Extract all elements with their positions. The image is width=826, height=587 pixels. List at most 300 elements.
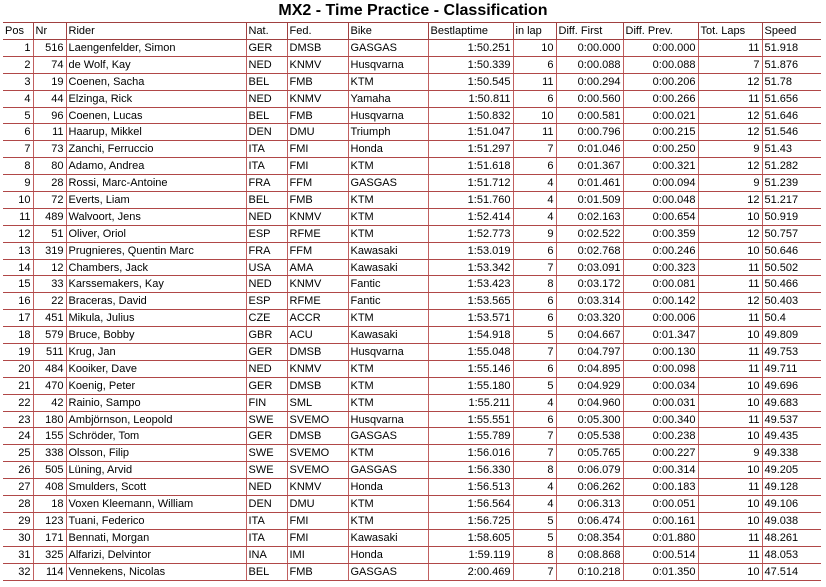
cell-speed: 49.711 [762, 360, 821, 377]
cell-rider: Alfarizi, Delvintor [66, 546, 246, 563]
column-header-bestlaptime: Bestlaptime [428, 23, 513, 40]
table-row [3, 141, 821, 158]
cell-nat: NED [246, 208, 287, 225]
cell-speed: 49.128 [762, 479, 821, 496]
cell-diff-prev: 0:00.094 [623, 175, 698, 192]
cell-nr: 72 [33, 192, 66, 209]
cell-diff-prev: 0:00.130 [623, 344, 698, 361]
cell-bike: KTM [348, 445, 428, 462]
cell-nr: 114 [33, 563, 66, 580]
cell-diff-prev: 0:01.880 [623, 529, 698, 546]
table-row [3, 225, 821, 242]
cell-speed: 48.053 [762, 546, 821, 563]
cell-tot-laps: 10 [698, 327, 762, 344]
cell-fed: SVEMO [287, 462, 348, 479]
cell-pos: 27 [3, 479, 33, 496]
cell-speed: 50.403 [762, 293, 821, 310]
cell-in-lap: 8 [513, 276, 556, 293]
cell-in-lap: 7 [513, 428, 556, 445]
cell-nr: 511 [33, 344, 66, 361]
cell-nr: 73 [33, 141, 66, 158]
cell-speed: 49.038 [762, 512, 821, 529]
cell-bike: Kawasaki [348, 529, 428, 546]
cell-bike: Honda [348, 141, 428, 158]
cell-nat: GER [246, 344, 287, 361]
cell-pos: 24 [3, 428, 33, 445]
table-row [3, 327, 821, 344]
cell-nat: SWE [246, 411, 287, 428]
cell-in-lap: 6 [513, 242, 556, 259]
cell-bestlaptime: 1:55.048 [428, 344, 513, 361]
cell-diff-first: 0:04.929 [556, 377, 623, 394]
cell-rider: Coenen, Sacha [66, 73, 246, 90]
column-header-in-lap: in lap [513, 23, 556, 40]
cell-rider: Kooiker, Dave [66, 360, 246, 377]
cell-fed: FMB [287, 192, 348, 209]
cell-fed: ACCR [287, 310, 348, 327]
cell-fed: SML [287, 394, 348, 411]
cell-tot-laps: 12 [698, 124, 762, 141]
cell-bike: Husqvarna [348, 107, 428, 124]
cell-diff-prev: 0:00.266 [623, 90, 698, 107]
cell-tot-laps: 11 [698, 310, 762, 327]
cell-tot-laps: 10 [698, 394, 762, 411]
cell-nat: ITA [246, 529, 287, 546]
cell-bike: KTM [348, 208, 428, 225]
cell-bike: GASGAS [348, 462, 428, 479]
cell-nr: 484 [33, 360, 66, 377]
cell-in-lap: 4 [513, 394, 556, 411]
cell-bestlaptime: 1:52.773 [428, 225, 513, 242]
cell-rider: Prugnieres, Quentin Marc [66, 242, 246, 259]
cell-diff-prev: 0:00.227 [623, 445, 698, 462]
cell-nat: NED [246, 56, 287, 73]
cell-diff-prev: 0:00.206 [623, 73, 698, 90]
column-header-bike: Bike [348, 23, 428, 40]
cell-bike: Honda [348, 479, 428, 496]
cell-diff-prev: 0:01.347 [623, 327, 698, 344]
cell-bestlaptime: 1:53.571 [428, 310, 513, 327]
cell-fed: FMI [287, 141, 348, 158]
cell-diff-first: 0:04.895 [556, 360, 623, 377]
cell-tot-laps: 11 [698, 546, 762, 563]
cell-tot-laps: 11 [698, 411, 762, 428]
column-header-pos: Pos [3, 23, 33, 40]
cell-rider: Coenen, Lucas [66, 107, 246, 124]
cell-nr: 33 [33, 276, 66, 293]
cell-pos: 25 [3, 445, 33, 462]
cell-in-lap: 7 [513, 563, 556, 580]
cell-fed: SVEMO [287, 445, 348, 462]
cell-diff-prev: 0:00.000 [623, 40, 698, 57]
cell-speed: 51.546 [762, 124, 821, 141]
cell-nat: INA [246, 546, 287, 563]
cell-rider: Rossi, Marc-Antoine [66, 175, 246, 192]
cell-diff-first: 0:03.314 [556, 293, 623, 310]
cell-fed: FMB [287, 107, 348, 124]
cell-in-lap: 6 [513, 90, 556, 107]
cell-diff-first: 0:04.797 [556, 344, 623, 361]
cell-nr: 96 [33, 107, 66, 124]
cell-speed: 50.919 [762, 208, 821, 225]
cell-in-lap: 8 [513, 546, 556, 563]
cell-diff-prev: 0:00.314 [623, 462, 698, 479]
table-row [3, 310, 821, 327]
cell-nat: FIN [246, 394, 287, 411]
cell-nr: 74 [33, 56, 66, 73]
cell-diff-first: 0:05.538 [556, 428, 623, 445]
cell-bestlaptime: 1:51.712 [428, 175, 513, 192]
cell-nr: 42 [33, 394, 66, 411]
cell-diff-first: 0:00.581 [556, 107, 623, 124]
cell-diff-prev: 0:00.246 [623, 242, 698, 259]
cell-diff-first: 0:00.088 [556, 56, 623, 73]
table-row [3, 90, 821, 107]
cell-diff-first: 0:02.163 [556, 208, 623, 225]
cell-bestlaptime: 1:52.414 [428, 208, 513, 225]
cell-tot-laps: 10 [698, 242, 762, 259]
cell-pos: 32 [3, 563, 33, 580]
cell-diff-first: 0:02.768 [556, 242, 623, 259]
cell-bestlaptime: 1:58.605 [428, 529, 513, 546]
cell-fed: KNMV [287, 208, 348, 225]
cell-tot-laps: 12 [698, 192, 762, 209]
cell-bike: KTM [348, 158, 428, 175]
cell-bike: KTM [348, 377, 428, 394]
cell-tot-laps: 9 [698, 445, 762, 462]
cell-fed: RFME [287, 293, 348, 310]
cell-speed: 49.753 [762, 344, 821, 361]
cell-nr: 171 [33, 529, 66, 546]
cell-speed: 50.757 [762, 225, 821, 242]
cell-diff-first: 0:06.262 [556, 479, 623, 496]
cell-fed: FFM [287, 175, 348, 192]
cell-diff-prev: 0:00.021 [623, 107, 698, 124]
cell-rider: Smulders, Scott [66, 479, 246, 496]
cell-speed: 49.205 [762, 462, 821, 479]
cell-pos: 4 [3, 90, 33, 107]
cell-nat: NED [246, 360, 287, 377]
cell-tot-laps: 10 [698, 563, 762, 580]
cell-nat: ITA [246, 158, 287, 175]
cell-diff-first: 0:08.868 [556, 546, 623, 563]
cell-bike: GASGAS [348, 175, 428, 192]
cell-diff-prev: 0:00.250 [623, 141, 698, 158]
cell-nr: 12 [33, 259, 66, 276]
cell-bike: Kawasaki [348, 327, 428, 344]
cell-pos: 9 [3, 175, 33, 192]
cell-in-lap: 6 [513, 411, 556, 428]
cell-diff-prev: 0:00.161 [623, 512, 698, 529]
cell-tot-laps: 12 [698, 293, 762, 310]
cell-tot-laps: 11 [698, 360, 762, 377]
cell-tot-laps: 9 [698, 141, 762, 158]
cell-bestlaptime: 1:56.513 [428, 479, 513, 496]
cell-bike: GASGAS [348, 428, 428, 445]
cell-bike: Yamaha [348, 90, 428, 107]
cell-diff-first: 0:04.667 [556, 327, 623, 344]
cell-nat: SWE [246, 462, 287, 479]
cell-nat: BEL [246, 73, 287, 90]
cell-in-lap: 11 [513, 73, 556, 90]
cell-rider: Zanchi, Ferruccio [66, 141, 246, 158]
cell-tot-laps: 11 [698, 40, 762, 57]
table-row [3, 479, 821, 496]
cell-in-lap: 4 [513, 208, 556, 225]
cell-fed: DMSB [287, 40, 348, 57]
cell-speed: 51.239 [762, 175, 821, 192]
cell-tot-laps: 10 [698, 428, 762, 445]
cell-pos: 28 [3, 496, 33, 513]
cell-speed: 49.809 [762, 327, 821, 344]
cell-nr: 505 [33, 462, 66, 479]
cell-nr: 155 [33, 428, 66, 445]
table-row [3, 242, 821, 259]
cell-bike: Husqvarna [348, 411, 428, 428]
cell-in-lap: 7 [513, 344, 556, 361]
cell-nr: 22 [33, 293, 66, 310]
table-row [3, 40, 821, 57]
cell-nat: GBR [246, 327, 287, 344]
cell-nat: ITA [246, 141, 287, 158]
cell-bike: KTM [348, 192, 428, 209]
cell-diff-prev: 0:00.514 [623, 546, 698, 563]
table-row [3, 529, 821, 546]
cell-rider: Elzinga, Rick [66, 90, 246, 107]
column-header-nat: Nat. [246, 23, 287, 40]
cell-bestlaptime: 1:53.019 [428, 242, 513, 259]
cell-nat: ESP [246, 225, 287, 242]
classification-table [3, 22, 821, 581]
table-row [3, 344, 821, 361]
cell-fed: ACU [287, 327, 348, 344]
cell-diff-first: 0:03.172 [556, 276, 623, 293]
cell-pos: 21 [3, 377, 33, 394]
cell-tot-laps: 10 [698, 377, 762, 394]
cell-diff-prev: 0:00.088 [623, 56, 698, 73]
cell-nat: NED [246, 479, 287, 496]
cell-fed: DMSB [287, 428, 348, 445]
cell-bestlaptime: 1:53.565 [428, 293, 513, 310]
cell-tot-laps: 9 [698, 175, 762, 192]
cell-rider: Laengenfelder, Simon [66, 40, 246, 57]
table-row [3, 107, 821, 124]
cell-bestlaptime: 1:53.423 [428, 276, 513, 293]
cell-bike: Triumph [348, 124, 428, 141]
cell-tot-laps: 11 [698, 344, 762, 361]
cell-bike: KTM [348, 496, 428, 513]
cell-in-lap: 5 [513, 377, 556, 394]
cell-diff-prev: 0:00.051 [623, 496, 698, 513]
cell-tot-laps: 10 [698, 208, 762, 225]
cell-diff-prev: 0:00.081 [623, 276, 698, 293]
cell-pos: 3 [3, 73, 33, 90]
cell-pos: 10 [3, 192, 33, 209]
cell-diff-first: 0:04.960 [556, 394, 623, 411]
page-title: MX2 - Time Practice - Classification [278, 2, 548, 19]
cell-rider: Braceras, David [66, 293, 246, 310]
cell-rider: Olsson, Filip [66, 445, 246, 462]
cell-rider: Karssemakers, Kay [66, 276, 246, 293]
cell-in-lap: 4 [513, 175, 556, 192]
cell-rider: Lüning, Arvid [66, 462, 246, 479]
cell-nr: 80 [33, 158, 66, 175]
cell-speed: 49.537 [762, 411, 821, 428]
cell-nat: DEN [246, 496, 287, 513]
cell-fed: RFME [287, 225, 348, 242]
cell-fed: DMU [287, 496, 348, 513]
column-header-diff-first: Diff. First [556, 23, 623, 40]
cell-tot-laps: 10 [698, 512, 762, 529]
cell-in-lap: 10 [513, 107, 556, 124]
cell-bestlaptime: 1:51.297 [428, 141, 513, 158]
cell-diff-prev: 0:00.031 [623, 394, 698, 411]
cell-speed: 51.656 [762, 90, 821, 107]
cell-rider: Voxen Kleemann, William [66, 496, 246, 513]
cell-bike: KTM [348, 73, 428, 90]
table-row [3, 512, 821, 529]
cell-fed: FMI [287, 158, 348, 175]
cell-bestlaptime: 1:59.119 [428, 546, 513, 563]
table-row [3, 377, 821, 394]
cell-diff-prev: 0:00.034 [623, 377, 698, 394]
cell-rider: Rainio, Sampo [66, 394, 246, 411]
cell-nat: SWE [246, 445, 287, 462]
cell-rider: Vennekens, Nicolas [66, 563, 246, 580]
cell-speed: 50.646 [762, 242, 821, 259]
cell-pos: 16 [3, 293, 33, 310]
cell-diff-prev: 0:00.654 [623, 208, 698, 225]
cell-bestlaptime: 1:55.789 [428, 428, 513, 445]
cell-rider: Adamo, Andrea [66, 158, 246, 175]
cell-in-lap: 5 [513, 327, 556, 344]
cell-rider: Koenig, Peter [66, 377, 246, 394]
cell-fed: KNMV [287, 479, 348, 496]
cell-nr: 28 [33, 175, 66, 192]
cell-in-lap: 6 [513, 158, 556, 175]
cell-diff-prev: 0:00.215 [623, 124, 698, 141]
table-row [3, 360, 821, 377]
cell-pos: 26 [3, 462, 33, 479]
table-row [3, 208, 821, 225]
cell-bestlaptime: 1:50.545 [428, 73, 513, 90]
cell-rider: Walvoort, Jens [66, 208, 246, 225]
cell-rider: Ambjörnson, Leopold [66, 411, 246, 428]
cell-speed: 50.502 [762, 259, 821, 276]
cell-pos: 22 [3, 394, 33, 411]
cell-diff-prev: 0:00.323 [623, 259, 698, 276]
cell-bestlaptime: 1:56.330 [428, 462, 513, 479]
cell-fed: FMI [287, 529, 348, 546]
cell-nr: 180 [33, 411, 66, 428]
cell-bestlaptime: 1:50.339 [428, 56, 513, 73]
cell-bike: GASGAS [348, 40, 428, 57]
cell-diff-first: 0:00.294 [556, 73, 623, 90]
cell-pos: 1 [3, 40, 33, 57]
cell-nat: BEL [246, 107, 287, 124]
cell-speed: 50.4 [762, 310, 821, 327]
cell-in-lap: 7 [513, 259, 556, 276]
cell-nr: 516 [33, 40, 66, 57]
table-row [3, 175, 821, 192]
cell-speed: 49.696 [762, 377, 821, 394]
cell-in-lap: 4 [513, 496, 556, 513]
cell-diff-first: 0:06.474 [556, 512, 623, 529]
cell-rider: de Wolf, Kay [66, 56, 246, 73]
cell-nat: USA [246, 259, 287, 276]
cell-in-lap: 7 [513, 141, 556, 158]
cell-diff-first: 0:01.046 [556, 141, 623, 158]
cell-tot-laps: 12 [698, 107, 762, 124]
cell-fed: FMB [287, 563, 348, 580]
cell-in-lap: 4 [513, 192, 556, 209]
table-row [3, 546, 821, 563]
cell-nr: 11 [33, 124, 66, 141]
cell-speed: 49.106 [762, 496, 821, 513]
cell-diff-prev: 0:00.183 [623, 479, 698, 496]
cell-bike: Husqvarna [348, 56, 428, 73]
cell-fed: KNMV [287, 90, 348, 107]
cell-speed: 51.217 [762, 192, 821, 209]
cell-diff-prev: 0:00.340 [623, 411, 698, 428]
cell-nat: BEL [246, 192, 287, 209]
cell-fed: FFM [287, 242, 348, 259]
cell-pos: 12 [3, 225, 33, 242]
cell-rider: Bruce, Bobby [66, 327, 246, 344]
cell-diff-first: 0:01.509 [556, 192, 623, 209]
cell-nat: FRA [246, 175, 287, 192]
cell-in-lap: 6 [513, 360, 556, 377]
cell-bestlaptime: 1:54.918 [428, 327, 513, 344]
cell-speed: 49.338 [762, 445, 821, 462]
cell-in-lap: 7 [513, 445, 556, 462]
cell-nr: 408 [33, 479, 66, 496]
cell-diff-first: 0:05.765 [556, 445, 623, 462]
cell-bestlaptime: 1:50.811 [428, 90, 513, 107]
cell-diff-prev: 0:01.350 [623, 563, 698, 580]
cell-tot-laps: 10 [698, 462, 762, 479]
cell-pos: 23 [3, 411, 33, 428]
cell-bestlaptime: 2:00.469 [428, 563, 513, 580]
cell-nat: ITA [246, 512, 287, 529]
cell-nat: BEL [246, 563, 287, 580]
cell-diff-first: 0:03.091 [556, 259, 623, 276]
cell-in-lap: 6 [513, 56, 556, 73]
cell-tot-laps: 7 [698, 56, 762, 73]
cell-tot-laps: 11 [698, 276, 762, 293]
cell-nr: 123 [33, 512, 66, 529]
cell-nr: 325 [33, 546, 66, 563]
cell-pos: 29 [3, 512, 33, 529]
cell-speed: 50.466 [762, 276, 821, 293]
cell-pos: 17 [3, 310, 33, 327]
table-row [3, 158, 821, 175]
cell-tot-laps: 11 [698, 479, 762, 496]
cell-bestlaptime: 1:56.016 [428, 445, 513, 462]
cell-fed: DMSB [287, 344, 348, 361]
column-header-fed: Fed. [287, 23, 348, 40]
cell-fed: DMSB [287, 377, 348, 394]
cell-nat: DEN [246, 124, 287, 141]
table-row [3, 276, 821, 293]
cell-rider: Krug, Jan [66, 344, 246, 361]
column-header-nr: Nr [33, 23, 66, 40]
cell-bike: KTM [348, 394, 428, 411]
cell-speed: 51.876 [762, 56, 821, 73]
cell-pos: 8 [3, 158, 33, 175]
cell-pos: 2 [3, 56, 33, 73]
cell-fed: DMU [287, 124, 348, 141]
